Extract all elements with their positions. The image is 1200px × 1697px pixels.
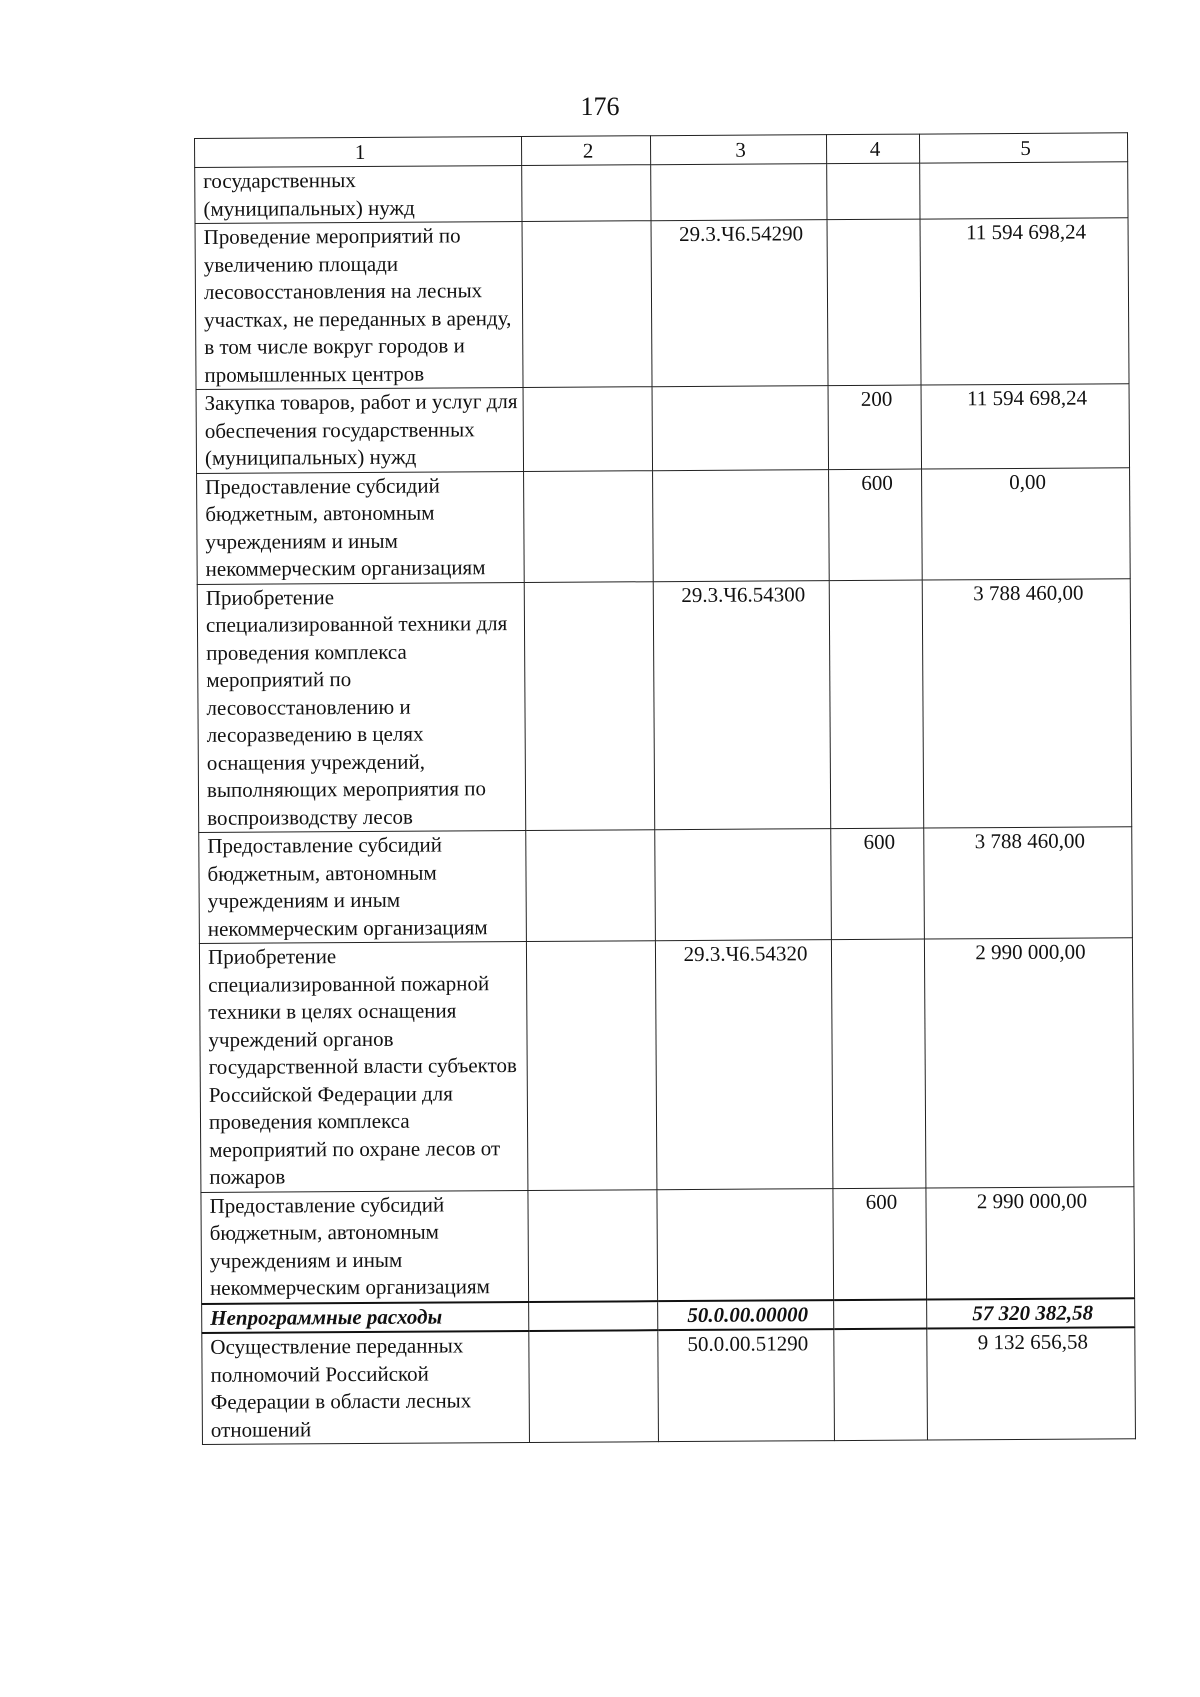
row-amount-cell: 2 990 000,00 (924, 938, 1134, 1188)
row-amount-cell: 11 594 698,24 (920, 218, 1129, 385)
row-type-cell: 600 (831, 828, 925, 940)
row-col2-cell (524, 581, 655, 830)
row-code-cell: 29.3.Ч6.54290 (651, 220, 828, 387)
row-type-cell (834, 1329, 928, 1441)
table-row (195, 218, 1129, 390)
table-row (199, 827, 1133, 944)
row-amount-cell: 11 594 698,24 (921, 384, 1130, 469)
row-type-cell: 600 (833, 1188, 927, 1300)
row-name-cell: Непрограммные расходы (202, 1301, 529, 1332)
table-row (196, 384, 1129, 473)
row-code-cell: 50.0.00.00000 (658, 1300, 834, 1331)
row-type-cell (834, 1299, 927, 1329)
row-name-cell: Приобретение специализированной техники для проведения комплекса мероприятий по лесовосстановлению и лесоразведению в целях оснащения учреждений, выполняющих мероприятия по воспроизводству лесов (197, 582, 526, 832)
row-name-cell: Проведение мероприятий по увеличению площади лесовосстановления на лесных участках, не переданных в аренду, в том числе вокруг городов и промышленных центров (195, 221, 523, 389)
budget-table-body (195, 133, 1136, 1445)
table-row (201, 1186, 1135, 1303)
row-name-cell: государственных (муниципальных) нужд (195, 165, 522, 223)
budget-table (194, 132, 1136, 1445)
row-name-cell: Осуществление переданных полномочий Российской Федерации в области лесных отношений (202, 1331, 530, 1444)
row-code-cell (655, 829, 832, 941)
row-code-cell: 29.3.Ч6.54300 (653, 580, 831, 830)
header-cell-5: 5 (919, 133, 1127, 163)
table-row (202, 1327, 1136, 1444)
row-amount-cell: 9 132 656,58 (927, 1327, 1136, 1440)
header-cell-2: 2 (521, 136, 650, 166)
row-amount-cell: 0,00 (922, 467, 1131, 579)
row-col2-cell (522, 221, 652, 388)
row-col2-cell (529, 1330, 659, 1442)
row-col2-cell (522, 165, 651, 222)
row-code-cell: 50.0.00.51290 (658, 1329, 835, 1442)
row-amount-cell: 57 320 382,58 (927, 1298, 1135, 1329)
row-amount-cell: 3 788 460,00 (922, 578, 1132, 828)
row-col2-cell (528, 1189, 658, 1301)
row-amount-cell: 3 788 460,00 (924, 827, 1133, 939)
table-row (197, 467, 1131, 584)
header-cell-4: 4 (826, 134, 919, 164)
table-row (199, 938, 1134, 1192)
row-name-cell: Предоставление субсидий бюджетным, автономным учреждениям и иным некоммерческим организациям (201, 1190, 529, 1303)
table-row (195, 162, 1128, 224)
row-type-cell (827, 219, 921, 386)
row-code-cell (652, 386, 829, 471)
row-name-cell: Приобретение специализированной пожарной техники в целях оснащения учреждений органов государственной власти субъектов Российской Федерации для проведения комплекса мероприятий по охране лесов от пожаров (199, 941, 528, 1191)
table-row (197, 578, 1132, 832)
row-code-cell (653, 469, 830, 581)
row-col2-cell (526, 941, 657, 1190)
header-cell-3: 3 (650, 135, 826, 165)
row-type-cell (827, 163, 920, 220)
row-amount-cell: 2 990 000,00 (926, 1186, 1135, 1299)
row-type-cell: 200 (828, 385, 922, 469)
row-amount-cell (920, 162, 1128, 219)
row-type-cell (829, 580, 924, 829)
row-type-cell (831, 939, 926, 1188)
row-type-cell: 600 (829, 469, 923, 581)
row-name-cell: Закупка товаров, работ и услуг для обеспечения государственных (муниципальных) нужд (196, 387, 524, 472)
page-number: 176 (580, 92, 620, 121)
header-cell-1: 1 (195, 136, 522, 167)
row-code-cell (651, 164, 827, 221)
row-col2-cell (526, 830, 656, 942)
row-col2-cell (523, 387, 653, 471)
row-name-cell: Предоставление субсидий бюджетным, автономным учреждениям и иным некоммерческим организациям (197, 471, 525, 584)
row-col2-cell (524, 470, 654, 582)
row-col2-cell (529, 1301, 658, 1331)
row-name-cell: Предоставление субсидий бюджетным, автономным учреждениям и иным некоммерческим организациям (199, 830, 527, 943)
row-code-cell: 29.3.Ч6.54320 (655, 940, 833, 1190)
row-code-cell (657, 1188, 834, 1301)
